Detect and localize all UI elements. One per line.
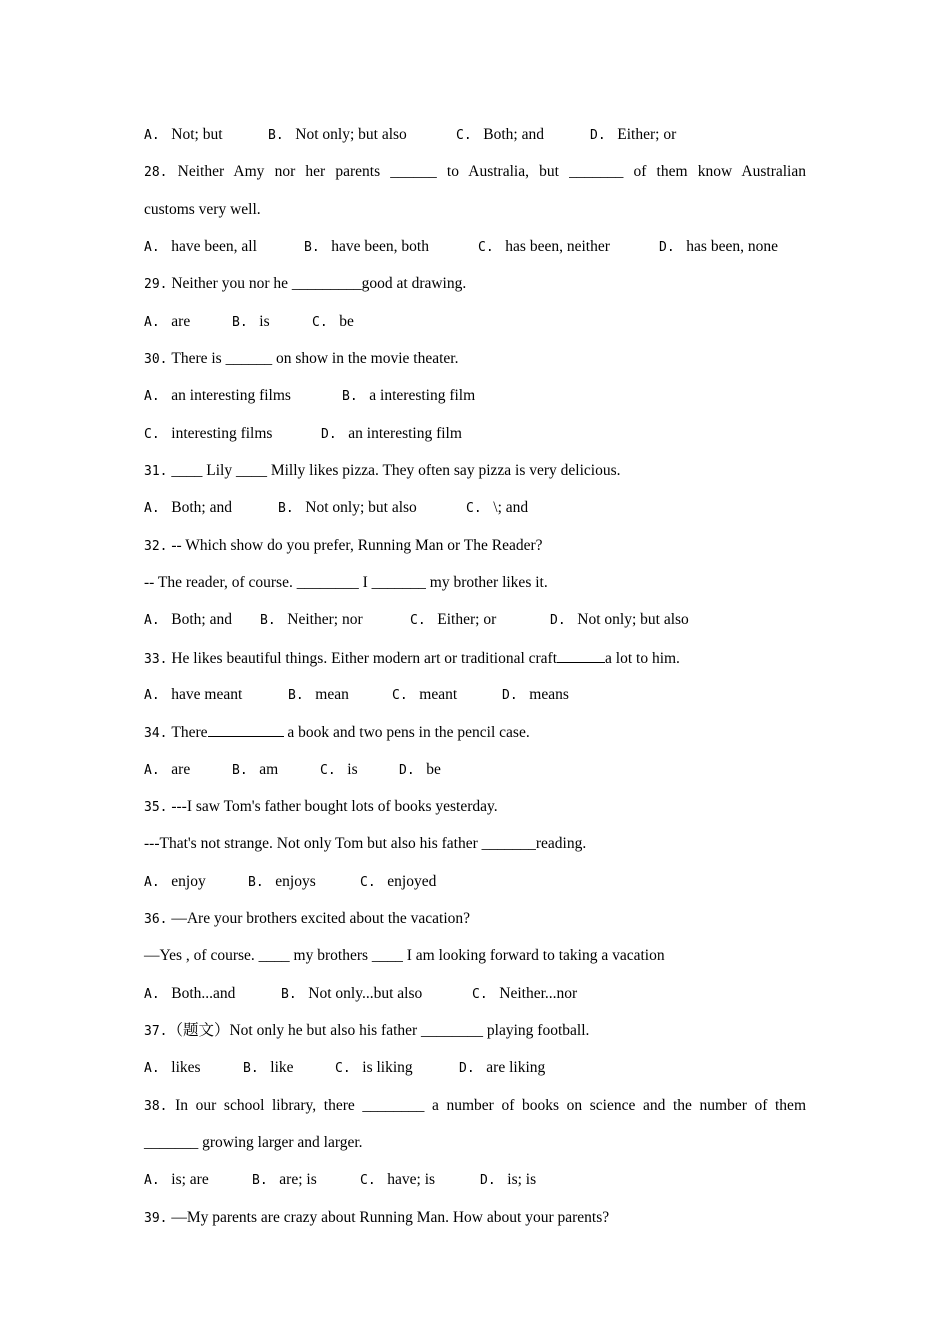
option-letter: D. <box>502 688 518 703</box>
option-text: have; is <box>387 1171 436 1188</box>
question-31 <box>144 461 806 481</box>
option-letter: C. <box>472 987 488 1002</box>
option-letter: C. <box>360 875 376 890</box>
option-letter: A. <box>144 240 160 255</box>
question-29 <box>144 274 806 294</box>
options-row <box>144 685 806 705</box>
option-letter: D. <box>459 1061 475 1076</box>
option-text: Both...and <box>171 985 236 1002</box>
option-text: Both; and <box>483 126 544 143</box>
question-text: In our school library, there ________ a number of books on science and the number of them <box>175 1097 806 1114</box>
question-number: 38. <box>144 1099 168 1114</box>
question-text: ---I saw Tom's father bought lots of books yesterday. <box>171 798 498 815</box>
options-row <box>144 872 806 892</box>
option-letter: A. <box>144 1061 160 1076</box>
option-text: are; is <box>279 1171 317 1188</box>
option-text: Not only; but also <box>305 499 417 516</box>
option-text: has been, neither <box>505 238 610 255</box>
question-37 <box>144 1021 806 1041</box>
option-letter: B. <box>260 613 276 628</box>
option-letter: C. <box>392 688 408 703</box>
option-text: Not only...but also <box>308 985 423 1002</box>
option-text: Either; or <box>617 126 677 143</box>
option-letter: A. <box>144 501 160 516</box>
option-text: enjoy <box>171 873 206 890</box>
option-letter: C. <box>144 427 160 442</box>
option-text: Neither; nor <box>287 611 363 628</box>
option-letter: B. <box>288 688 304 703</box>
option-text: like <box>270 1059 294 1076</box>
question-36 <box>144 909 806 929</box>
option-text: be <box>426 761 441 778</box>
question-35 <box>144 797 806 817</box>
question-text: -- Which show do you prefer, Running Man or The Reader? <box>171 537 543 554</box>
options-row <box>144 125 806 145</box>
option-letter: C. <box>360 1173 376 1188</box>
option-letter: A. <box>144 763 160 778</box>
option-letter: C. <box>456 128 472 143</box>
option-letter: A. <box>144 987 160 1002</box>
option-letter: D. <box>399 763 415 778</box>
option-text: is; are <box>171 1171 209 1188</box>
option-text: enjoyed <box>387 873 437 890</box>
options-row <box>144 424 806 444</box>
question-number: 39. <box>144 1211 168 1226</box>
question-continuation <box>144 946 806 966</box>
option-text: am <box>259 761 279 778</box>
option-text: a interesting film <box>369 387 476 404</box>
option-letter: C. <box>320 763 336 778</box>
option-text: have been, both <box>331 238 429 255</box>
option-text: Either; or <box>437 611 497 628</box>
question-text: There is ______ on show in the movie theater. <box>171 350 459 367</box>
question-text: —My parents are crazy about Running Man. How about your parents? <box>171 1209 610 1226</box>
question-number: 37. <box>144 1024 168 1039</box>
options-row <box>144 386 806 406</box>
question-text: He likes beautiful things. Either modern art or traditional craft <box>171 650 558 667</box>
option-letter: D. <box>659 240 675 255</box>
options-row <box>144 610 806 630</box>
option-letter: D. <box>321 427 337 442</box>
option-text: mean <box>315 686 349 703</box>
option-text: Both; and <box>171 499 232 516</box>
option-text: is <box>347 761 358 778</box>
option-text: are <box>171 313 191 330</box>
question-number: 29. <box>144 277 168 292</box>
option-text: are liking <box>486 1059 546 1076</box>
question-text-after: a lot to him. <box>605 650 680 667</box>
option-text: be <box>339 313 354 330</box>
option-text: interesting films <box>171 425 273 442</box>
question-number: 30. <box>144 352 168 367</box>
question-text: customs very well. <box>144 201 261 218</box>
option-text: Neither...nor <box>499 985 578 1002</box>
option-text: Not; but <box>171 126 223 143</box>
question-number: 32. <box>144 539 168 554</box>
question-30 <box>144 349 806 369</box>
option-letter: B. <box>342 389 358 404</box>
option-letter: C. <box>410 613 426 628</box>
option-letter: C. <box>312 315 328 330</box>
question-38 <box>144 1096 806 1116</box>
question-32 <box>144 536 806 556</box>
option-text: likes <box>171 1059 201 1076</box>
option-letter: C. <box>466 501 482 516</box>
option-letter: A. <box>144 613 160 628</box>
option-letter: D. <box>590 128 606 143</box>
question-39 <box>144 1208 806 1228</box>
question-text: ____ Lily ____ Milly likes pizza. They often say pizza is very delicious. <box>171 462 621 479</box>
option-letter: B. <box>281 987 297 1002</box>
answer-blank <box>208 722 284 737</box>
option-letter: A. <box>144 688 160 703</box>
options-row <box>144 312 806 332</box>
option-letter: D. <box>480 1173 496 1188</box>
option-letter: B. <box>243 1061 259 1076</box>
question-34 <box>144 722 806 742</box>
option-text: is liking <box>362 1059 413 1076</box>
question-text-after: a book and two pens in the pencil case. <box>283 724 530 741</box>
option-letter: B. <box>252 1173 268 1188</box>
question-text: —Yes , of course. ____ my brothers ____ I am looking forward to taking a vacation <box>144 947 665 964</box>
options-row <box>144 760 806 780</box>
option-text: meant <box>419 686 458 703</box>
question-continuation <box>144 1133 806 1153</box>
option-text: Not only; but also <box>295 126 407 143</box>
option-letter: B. <box>232 763 248 778</box>
option-letter: A. <box>144 875 160 890</box>
question-continuation <box>144 573 806 593</box>
option-text: Both; and <box>171 611 232 628</box>
question-number: 34. <box>144 726 168 741</box>
question-text: _______ growing larger and larger. <box>144 1134 363 1151</box>
option-text: is; is <box>507 1171 537 1188</box>
option-text: are <box>171 761 191 778</box>
question-continuation <box>144 200 806 220</box>
option-text: an interesting films <box>171 387 291 404</box>
option-letter: C. <box>478 240 494 255</box>
question-text: There <box>171 724 208 741</box>
option-letter: B. <box>278 501 294 516</box>
question-continuation <box>144 834 806 854</box>
option-letter: C. <box>335 1061 351 1076</box>
option-letter: B. <box>232 315 248 330</box>
option-text: have meant <box>171 686 243 703</box>
question-28 <box>144 162 806 182</box>
option-text: has been, none <box>686 238 778 255</box>
answer-blank <box>557 648 605 663</box>
option-text: \; and <box>493 499 529 516</box>
option-letter: A. <box>144 315 160 330</box>
question-number: 28. <box>144 165 168 180</box>
option-letter: B. <box>248 875 264 890</box>
question-text: ---That's not strange. Not only Tom but also his father _______reading. <box>144 835 587 852</box>
question-text: -- The reader, of course. ________ I _______ my brother likes it. <box>144 574 548 591</box>
question-number: 31. <box>144 464 168 479</box>
option-letter: B. <box>304 240 320 255</box>
option-text: enjoys <box>275 873 316 890</box>
option-letter: A. <box>144 1173 160 1188</box>
option-text: have been, all <box>171 238 257 255</box>
question-text: Neither you nor he _________good at drawing. <box>171 275 467 292</box>
question-33 <box>144 648 806 668</box>
options-row <box>144 984 806 1004</box>
options-row <box>144 498 806 518</box>
question-text: Neither Amy nor her parents ______ to Australia, but _______ of them know Australian <box>177 163 806 180</box>
option-text: Not only; but also <box>577 611 689 628</box>
question-number: 33. <box>144 652 168 667</box>
option-letter: B. <box>268 128 284 143</box>
option-letter: A. <box>144 389 160 404</box>
option-letter: D. <box>550 613 566 628</box>
option-text: means <box>529 686 569 703</box>
question-number: 35. <box>144 800 168 815</box>
question-number: 36. <box>144 912 168 927</box>
question-text: （题文）Not only he but also his father ________ playing football. <box>167 1022 590 1039</box>
option-text: is <box>259 313 270 330</box>
options-row <box>144 1170 806 1190</box>
option-text: an interesting film <box>348 425 462 442</box>
question-text: —Are your brothers excited about the vacation? <box>171 910 471 927</box>
options-row <box>144 237 806 257</box>
options-row <box>144 1058 806 1078</box>
option-letter: A. <box>144 128 160 143</box>
